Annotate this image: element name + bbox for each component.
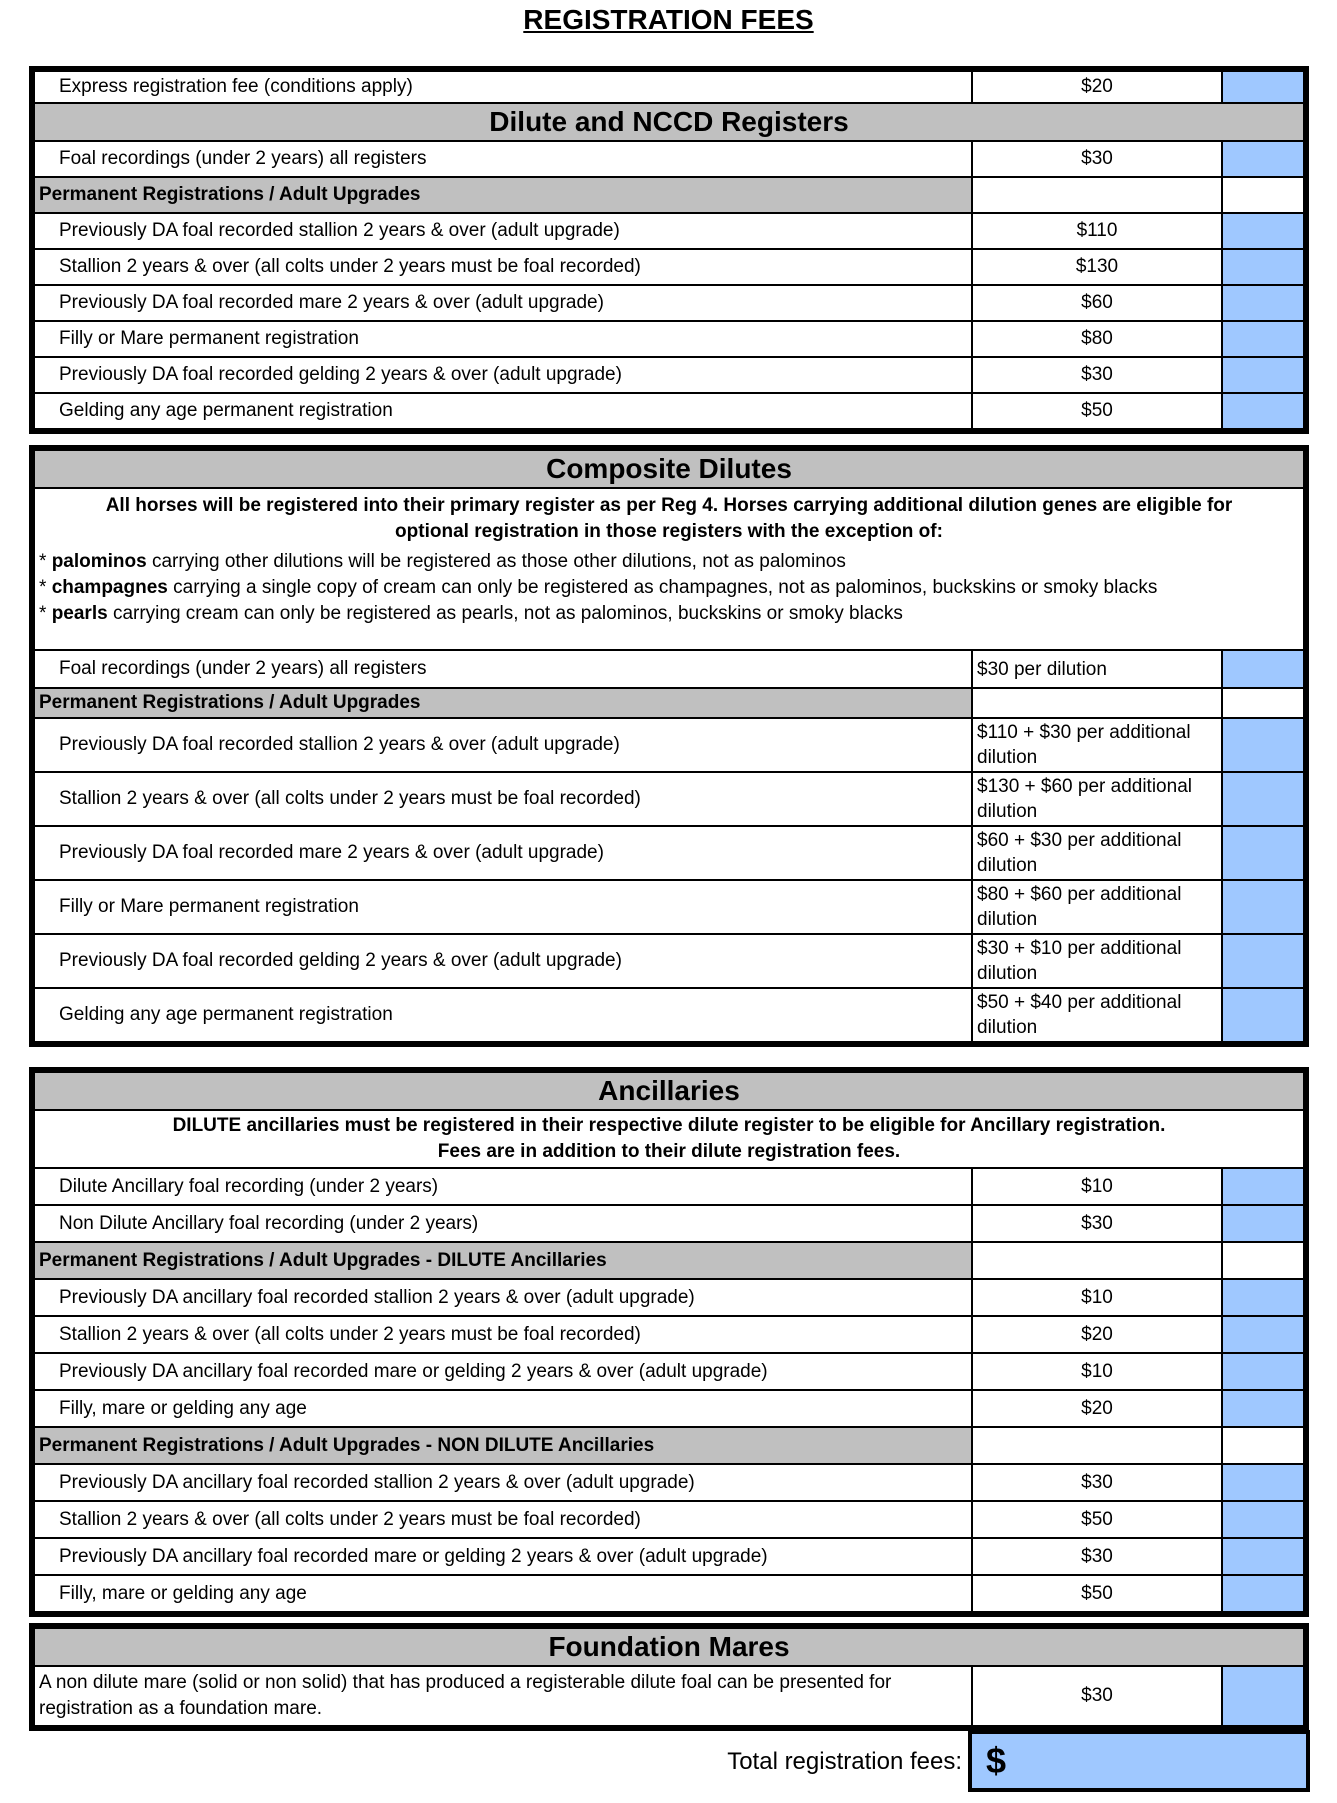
fee-amount: $50 [972, 1501, 1222, 1538]
amount-input[interactable] [1222, 1501, 1304, 1538]
amount-input[interactable] [1222, 1316, 1304, 1353]
amount-input[interactable] [1222, 285, 1304, 321]
total-row [0, 1736, 962, 1790]
section-heading: Ancillaries [34, 1072, 1304, 1110]
fee-label: Previously DA ancillary foal recorded stallion 2 years & over (adult upgrade) [34, 1464, 972, 1501]
table-row [34, 1501, 1304, 1538]
table-row [34, 826, 1304, 880]
table-row [34, 321, 1304, 357]
amount-input[interactable] [1222, 880, 1304, 934]
total-label: Total registration fees: [727, 1748, 962, 1775]
fee-amount: $60 [972, 285, 1222, 321]
fee-label: Dilute Ancillary foal recording (under 2 years) [34, 1168, 972, 1205]
exception-item: * pearls carrying cream can only be registered as pearls, not as palominos, buckskins or smoky blacks [39, 603, 903, 624]
fee-label: Previously DA foal recorded mare 2 years & over (adult upgrade) [34, 285, 972, 321]
fee-label: Previously DA foal recorded gelding 2 years & over (adult upgrade) [34, 934, 972, 988]
amount-input[interactable] [1222, 393, 1304, 429]
fee-amount: $130 [972, 249, 1222, 285]
total-input[interactable] [968, 1730, 1310, 1792]
ancillaries-section [29, 1067, 1309, 1617]
dilute-nccd-section [29, 66, 1309, 434]
fee-amount: $110 + $30 per additional dilution [972, 718, 1222, 772]
composite-dilutes-section [29, 445, 1309, 1047]
fee-amount: $30 [972, 1666, 1222, 1726]
section-heading: Dilute and NCCD Registers [34, 103, 1304, 141]
fee-label: Previously DA ancillary foal recorded stallion 2 years & over (adult upgrade) [34, 1279, 972, 1316]
table-row [34, 1353, 1304, 1390]
table-row [34, 213, 1304, 249]
fee-amount: $30 [972, 357, 1222, 393]
amount-input[interactable] [1222, 249, 1304, 285]
amount-input[interactable] [1222, 357, 1304, 393]
table-row [34, 880, 1304, 934]
currency-symbol: $ [986, 1740, 1007, 1781]
table-row [34, 1279, 1304, 1316]
table-row [34, 1666, 1304, 1726]
fee-amount: $50 [972, 393, 1222, 429]
amount-input[interactable] [1222, 1538, 1304, 1575]
fee-amount: $30 [972, 1205, 1222, 1242]
fee-amount: $50 + $40 per additional dilution [972, 988, 1222, 1042]
table-row [34, 1538, 1304, 1575]
table-row [34, 1168, 1304, 1205]
table-row [34, 650, 1304, 688]
fee-amount: $80 + $60 per additional dilution [972, 880, 1222, 934]
fee-label: A non dilute mare (solid or non solid) that has produced a registerable dilute foal can be presented for registration as a foundation mare. [34, 1666, 972, 1726]
subheading: Permanent Registrations / Adult Upgrades - DILUTE Ancillaries [34, 1242, 972, 1279]
amount-input[interactable] [1222, 213, 1304, 249]
table-row [34, 1575, 1304, 1612]
page-title: REGISTRATION FEES [523, 4, 814, 35]
ancillaries-note-line1: DILUTE ancillaries must be registered in their respective dilute register to be eligible for Ancillary registration. [172, 1115, 1166, 1136]
fee-label: Filly, mare or gelding any age [34, 1390, 972, 1427]
table-row [34, 285, 1304, 321]
ancillaries-note-line2: Fees are in addition to their dilute registration fees. [437, 1141, 901, 1162]
fee-amount: $80 [972, 321, 1222, 357]
fee-amount: $20 [972, 1390, 1222, 1427]
fee-amount: $30 + $10 per additional dilution [972, 934, 1222, 988]
fee-label: Previously DA ancillary foal recorded mare or gelding 2 years & over (adult upgrade) [34, 1538, 972, 1575]
fee-amount: $10 [972, 1168, 1222, 1205]
subheading: Permanent Registrations / Adult Upgrades - NON DILUTE Ancillaries [34, 1427, 972, 1464]
amount-input[interactable] [1222, 650, 1304, 688]
table-row [34, 988, 1304, 1042]
fee-label: Gelding any age permanent registration [34, 988, 972, 1042]
fee-label: Non Dilute Ancillary foal recording (under 2 years) [34, 1205, 972, 1242]
fee-label: Filly, mare or gelding any age [34, 1575, 972, 1612]
exception-item: * palominos carrying other dilutions will be registered as those other dilutions, not as palominos [39, 551, 846, 572]
fee-amount: $30 [972, 1464, 1222, 1501]
fee-label: Previously DA foal recorded gelding 2 years & over (adult upgrade) [34, 357, 972, 393]
amount-input[interactable] [1222, 141, 1304, 177]
table-row [34, 772, 1304, 826]
table-row [34, 1464, 1304, 1501]
amount-input[interactable] [1222, 1575, 1304, 1612]
amount-input[interactable] [1222, 1353, 1304, 1390]
foundation-mares-section [29, 1623, 1309, 1731]
table-row [34, 141, 1304, 177]
fee-label: Stallion 2 years & over (all colts under 2 years must be foal recorded) [34, 1501, 972, 1538]
fee-label: Gelding any age permanent registration [34, 393, 972, 429]
table-row [34, 249, 1304, 285]
composite-note: All horses will be registered into their primary register as per Reg 4. Horses carrying additional dilution genes are eligible for optional registration in those registers with the exception of: [105, 495, 1233, 542]
fee-label: Foal recordings (under 2 years) all registers [34, 650, 972, 688]
fee-amount: $20 [972, 71, 1222, 103]
amount-input[interactable] [1222, 1464, 1304, 1501]
amount-input[interactable] [1222, 1279, 1304, 1316]
amount-input[interactable] [1222, 1168, 1304, 1205]
fee-label: Previously DA foal recorded mare 2 years & over (adult upgrade) [34, 826, 972, 880]
fee-label: Filly or Mare permanent registration [34, 321, 972, 357]
amount-input[interactable] [1222, 1205, 1304, 1242]
fee-label: Stallion 2 years & over (all colts under 2 years must be foal recorded) [34, 249, 972, 285]
fee-label: Previously DA foal recorded stallion 2 years & over (adult upgrade) [34, 718, 972, 772]
subheading: Permanent Registrations / Adult Upgrades [34, 688, 972, 718]
section-heading: Foundation Mares [34, 1628, 1304, 1666]
table-row [34, 393, 1304, 429]
amount-input[interactable] [1222, 934, 1304, 988]
subheading: Permanent Registrations / Adult Upgrades [34, 177, 972, 213]
amount-input[interactable] [1222, 321, 1304, 357]
fee-label: Filly or Mare permanent registration [34, 880, 972, 934]
fee-amount: $30 per dilution [972, 650, 1222, 688]
table-row [34, 1316, 1304, 1353]
fee-label: Previously DA ancillary foal recorded mare or gelding 2 years & over (adult upgrade) [34, 1353, 972, 1390]
table-row [34, 1205, 1304, 1242]
fee-label: Express registration fee (conditions apply) [34, 71, 972, 103]
table-row [34, 357, 1304, 393]
fee-amount: $10 [972, 1279, 1222, 1316]
amount-input[interactable] [1222, 988, 1304, 1042]
fee-amount: $10 [972, 1353, 1222, 1390]
fee-label: Stallion 2 years & over (all colts under 2 years must be foal recorded) [34, 1316, 972, 1353]
fee-amount: $110 [972, 213, 1222, 249]
amount-input[interactable] [1222, 772, 1304, 826]
fee-label: Stallion 2 years & over (all colts under 2 years must be foal recorded) [34, 772, 972, 826]
exception-item: * champagnes carrying a single copy of cream can only be registered as champagnes, not as palominos, buckskins or smoky blacks [39, 577, 1158, 598]
table-row [34, 71, 1304, 103]
table-row [34, 934, 1304, 988]
amount-input[interactable] [1222, 1390, 1304, 1427]
table-row [34, 718, 1304, 772]
amount-input[interactable] [1222, 71, 1304, 103]
amount-input[interactable] [1222, 826, 1304, 880]
fee-amount: $30 [972, 1538, 1222, 1575]
fee-amount: $20 [972, 1316, 1222, 1353]
fee-amount: $50 [972, 1575, 1222, 1612]
section-heading: Composite Dilutes [34, 450, 1304, 488]
fee-label: Previously DA foal recorded stallion 2 years & over (adult upgrade) [34, 213, 972, 249]
fee-label: Foal recordings (under 2 years) all registers [34, 141, 972, 177]
fee-amount: $30 [972, 141, 1222, 177]
amount-input[interactable] [1222, 1666, 1304, 1726]
fee-amount: $130 + $60 per additional dilution [972, 772, 1222, 826]
amount-input[interactable] [1222, 718, 1304, 772]
fee-amount: $60 + $30 per additional dilution [972, 826, 1222, 880]
table-row [34, 1390, 1304, 1427]
